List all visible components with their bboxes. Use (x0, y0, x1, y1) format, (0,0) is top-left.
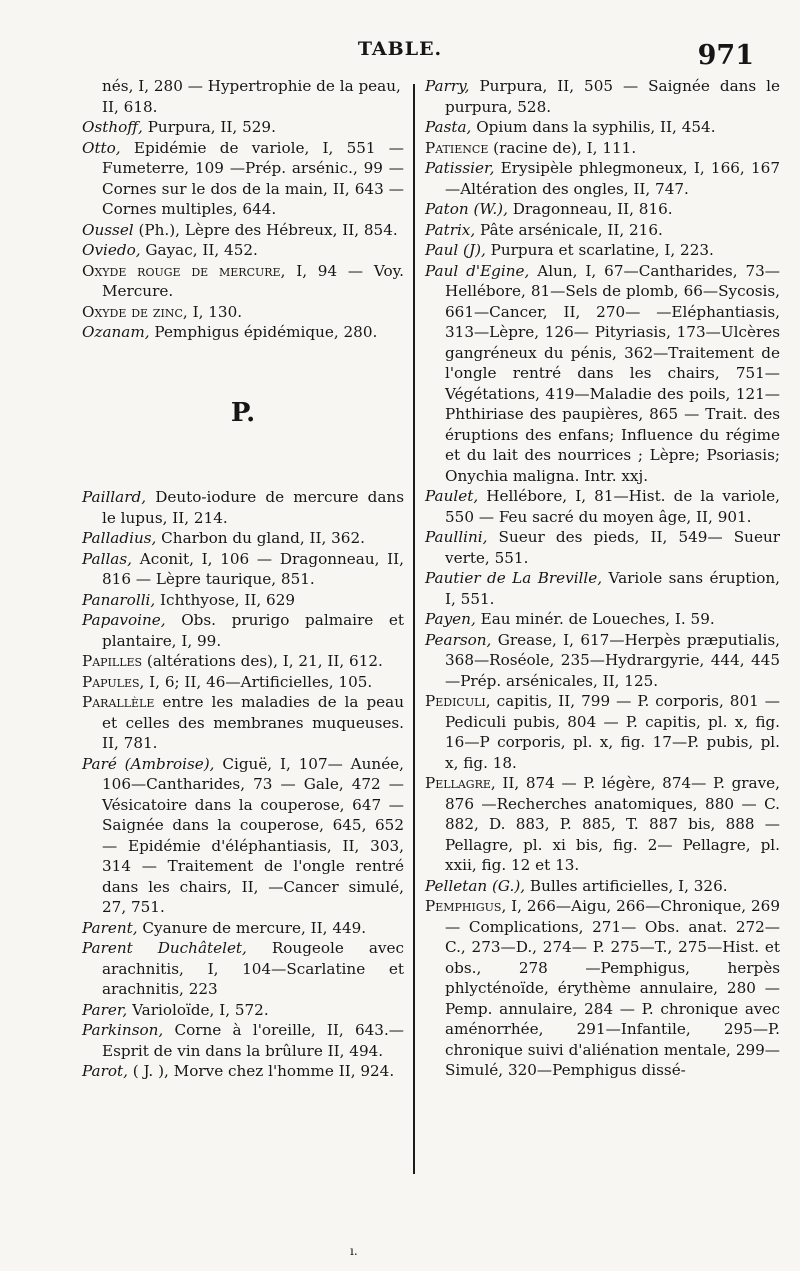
entry-text: Varioloïde, I, 572. (127, 1000, 269, 1019)
index-entry (425, 76, 780, 117)
entry-text: I, 6; II, 46—Artificielles, 105. (144, 672, 373, 691)
entry-text: Sueur des pieds, II, 549— Sueur verte, 551. (445, 528, 780, 567)
index-entry (425, 240, 780, 261)
footer-mark: ı. (350, 1244, 358, 1258)
entry-text: Eau minér. de Loueches, I. 59. (475, 610, 715, 628)
entry-heading: Parot, (82, 1062, 128, 1080)
section-letter: P. (230, 397, 256, 428)
entry-text: Epidémie de variole, I, 551 — Fumeterre, 109 —Prép. arsénic., 99 — Cornes sur le dos de la main, II, 643 — Cornes multiples, 644. (102, 138, 404, 218)
index-entry (82, 240, 404, 261)
entry-heading: Pallas, (82, 549, 132, 568)
entry-text: Rougeole avec arachnitis, I, 104—Scarlatine et arachnitis, 223 (102, 939, 405, 998)
entry-heading: Oussel (82, 220, 134, 239)
index-entry (82, 692, 404, 754)
index-entry (82, 261, 404, 302)
entry-text: entre les maladies de la peau et celles des membranes muqueuses. II, 781. (102, 693, 404, 752)
entry-text: Pemphigus épidémique, 280. (149, 323, 378, 341)
entry-text: Grease, I, 617—Herpès præputialis, 368—Roséole, 235—Hydrargyrie, 444, 445 —Prép. arsénicales, II, 125. (445, 630, 780, 690)
entry-heading: Oviedo, (82, 241, 141, 259)
index-entry (82, 138, 404, 220)
entry-heading: Parallèle (82, 693, 155, 711)
entry-text: Gayac, II, 452. (140, 241, 258, 259)
index-entry (425, 199, 780, 220)
entry-heading: Paullini, (425, 528, 488, 546)
index-entry (82, 1000, 404, 1021)
entry-text: I, 130. (187, 302, 243, 321)
entry-text: Opium dans la syphilis, II, 454. (471, 118, 716, 136)
entry-heading: Oxyde de zinc, (82, 302, 188, 321)
entry-heading: Palladius, (82, 529, 157, 547)
index-entry (82, 672, 404, 693)
index-entry (82, 302, 404, 323)
entry-text: Deuto-iodure de mercure dans le lupus, II, 214. (102, 488, 404, 527)
entry-text: Erysipèle phlegmoneux, I, 166, 167—Altération des ongles, II, 747. (445, 159, 780, 198)
index-entry (82, 528, 404, 549)
index-entry (425, 876, 780, 897)
index-entry (425, 527, 780, 568)
index-entry (82, 590, 404, 611)
entry-heading: Payen, (425, 610, 476, 628)
right-column (425, 76, 780, 1081)
entry-heading: Pediculi, (425, 692, 491, 710)
entry-heading: Patrix, (425, 220, 476, 239)
entry-heading: Paillard, (82, 488, 147, 506)
entry-text: Purpura, II, 529. (142, 118, 276, 136)
continuation-text: nés, I, 280 — Hypertrophie de la peau, II, 618. (102, 77, 401, 116)
entry-heading: Paulet, (425, 487, 479, 505)
entry-heading: Osthoff, (82, 118, 143, 136)
entries-p (82, 487, 404, 1082)
entry-heading: Paton (W.), (425, 200, 508, 218)
index-entry (425, 220, 780, 241)
column-divider (413, 84, 415, 1174)
entry-heading: Paul d'Egine, (425, 261, 530, 280)
entry-heading: Pearson, (425, 630, 492, 649)
index-entry (425, 138, 780, 159)
entry-text: Bulles artificielles, I, 326. (525, 876, 728, 895)
entries-before-p (82, 117, 404, 343)
index-entry (82, 1061, 404, 1082)
entry-heading: Papules, (82, 672, 145, 691)
left-column (82, 76, 404, 1082)
entry-text: Charbon du gland, II, 362. (156, 529, 365, 547)
entry-heading: Pautier de La Breville, (425, 569, 603, 587)
entry-heading: Panarolli, (82, 590, 156, 609)
entry-heading: Patience (425, 138, 489, 157)
entry-heading: Paul (J), (425, 241, 486, 259)
entry-text: Purpura et scarlatine, I, 223. (485, 241, 714, 259)
index-entry (82, 918, 404, 939)
entry-heading: Parry, (425, 77, 470, 95)
entry-heading: Parer, (82, 1000, 128, 1019)
entry-text: (Ph.), Lèpre des Hébreux, II, 854. (133, 220, 398, 239)
index-entry (82, 610, 404, 651)
entry-heading: Parent Duchâtelet, (82, 939, 247, 957)
index-entry (82, 487, 404, 528)
entry-heading: Pellagre, (425, 774, 496, 792)
entries-right (425, 76, 780, 1081)
entry-text: (racine de), I, 111. (488, 138, 637, 157)
index-entry (425, 609, 780, 630)
entry-heading: Patissier, (425, 159, 495, 177)
entry-text: Cyanure de mercure, II, 449. (137, 918, 367, 937)
index-entry (425, 486, 780, 527)
entry-text: Variole sans éruption, I, 551. (445, 569, 780, 608)
index-entry (425, 773, 780, 876)
index-entry (425, 158, 780, 199)
index-entry (82, 117, 404, 138)
page-title: TABLE. (357, 38, 443, 60)
entry-text: capitis, II, 799 — P. corporis, 801 —Pediculi pubis, 804 — P. capitis, pl. x, fig. 16—P corporis, pl. x, fig. 17—P. pubis, pl. x, fig. 18. (445, 692, 780, 772)
entry-heading: Oxyde rouge de mercure, (82, 261, 286, 280)
entry-heading: Pelletan (G.), (425, 876, 526, 895)
entry-heading: Papavoine, (82, 611, 166, 629)
entry-heading: Otto, (82, 138, 121, 157)
entry-text: Ichthyose, II, 629 (155, 590, 296, 609)
entry-text: Purpura, II, 505 — Saignée dans le purpura, 528. (445, 77, 780, 116)
index-entry (82, 651, 404, 672)
index-entry (82, 322, 404, 343)
entry-heading: Ozanam, (82, 323, 150, 341)
entry-heading: Parkinson, (82, 1021, 164, 1039)
entry-text: ( J. ), Morve chez l'homme II, 924. (127, 1062, 395, 1080)
entry-text: Obs. prurigo palmaire et plantaire, I, 99. (102, 611, 404, 650)
index-entry (82, 754, 404, 918)
index-entry (425, 691, 780, 773)
entry-text: Ciguë, I, 107— Aunée, 106—Cantharides, 73 — Gale, 472 — Vésicatoire dans la couperose, 647 — Saignée dans la couperose, 645, 652 — Epidémie d'éléphantiasis, II, 303, 314 — Traitement de l'ongle rentré dans les chairs, II, —Cancer simulé, 27, 751. (102, 754, 404, 916)
index-entry (425, 117, 780, 138)
entry-heading: Pasta, (425, 118, 472, 136)
page-number: 971 (697, 40, 754, 71)
entry-heading: Parent, (82, 918, 138, 937)
index-entry (425, 261, 780, 487)
entry-text: Hellébore, I, 81—Hist. de la variole, 550 — Feu sacré du moyen âge, II, 901. (445, 487, 780, 526)
index-entry (82, 549, 404, 590)
index-entry (425, 630, 780, 692)
index-entry (425, 896, 780, 1081)
index-entry (82, 938, 404, 1000)
entry-text: Corne à l'oreille, II, 643.— Esprit de vin dans la brûlure II, 494. (102, 1021, 404, 1060)
entry-text: Aconit, I, 106 — Dragonneau, II, 816 — Lèpre taurique, 851. (102, 549, 404, 588)
entry-text: Dragonneau, II, 816. (507, 200, 673, 218)
entry-text: II, 874 — P. légère, 874— P. grave, 876 —Recherches anatomiques, 880 — C. 882, D. 883, P. 885, T. 887 bis, 888 —Pellagre, pl. xi bis, fig. 2— Pellagre, pl. xxii, fig. 12 et 13. (445, 774, 780, 874)
entry-text: I, 266—Aigu, 266—Chronique, 269 — Complications, 271— Obs. anat. 272—C., 273—D., 274— P. 275—T., 275—Hist. et obs., 278 —Pemphigus, herpès phlycténoïde, érythème annulaire, 280 — Pemp. annulaire, 284 — P. chronique avec aménorrhée, 291—Infantile, 295—P. chronique suivi d'aliénation mentale, 299—Simulé, 320—Pemphigus dissé- (445, 897, 780, 1079)
entry-heading: Paré (Ambroise), (82, 754, 215, 773)
entry-text: (altérations des), I, 21, II, 612. (142, 652, 383, 670)
index-entry (82, 1020, 404, 1061)
entry-text: Pâte arsénicale, II, 216. (475, 220, 663, 239)
entry-text: I, 94 — Voy. Mercure. (102, 261, 405, 300)
entry-text: Alun, I, 67—Cantharides, 73—Hellébore, 81—Sels de plomb, 66—Sycosis, 661—Cancer, II, 270— —Eléphantiasis, 313—Lèpre, 126— Pityriasis, 173—Ulcères gangréneux du pénis, 362—Traitement de l'ongle rentré dans les chairs, 751—Végétations, 419—Maladie des poils, 121— Phthiriase des paupières, 865 — Trait. des éruptions des enfans; Influence du régime et du lait des nourrices ; Lèpre; Psoriasis; Onychia maligna. Intr. xxj. (445, 261, 780, 485)
index-entry (425, 568, 780, 609)
entry-heading: Papilles (82, 652, 143, 670)
index-entry (82, 220, 404, 241)
entry-heading: Pemphigus, (425, 897, 507, 915)
